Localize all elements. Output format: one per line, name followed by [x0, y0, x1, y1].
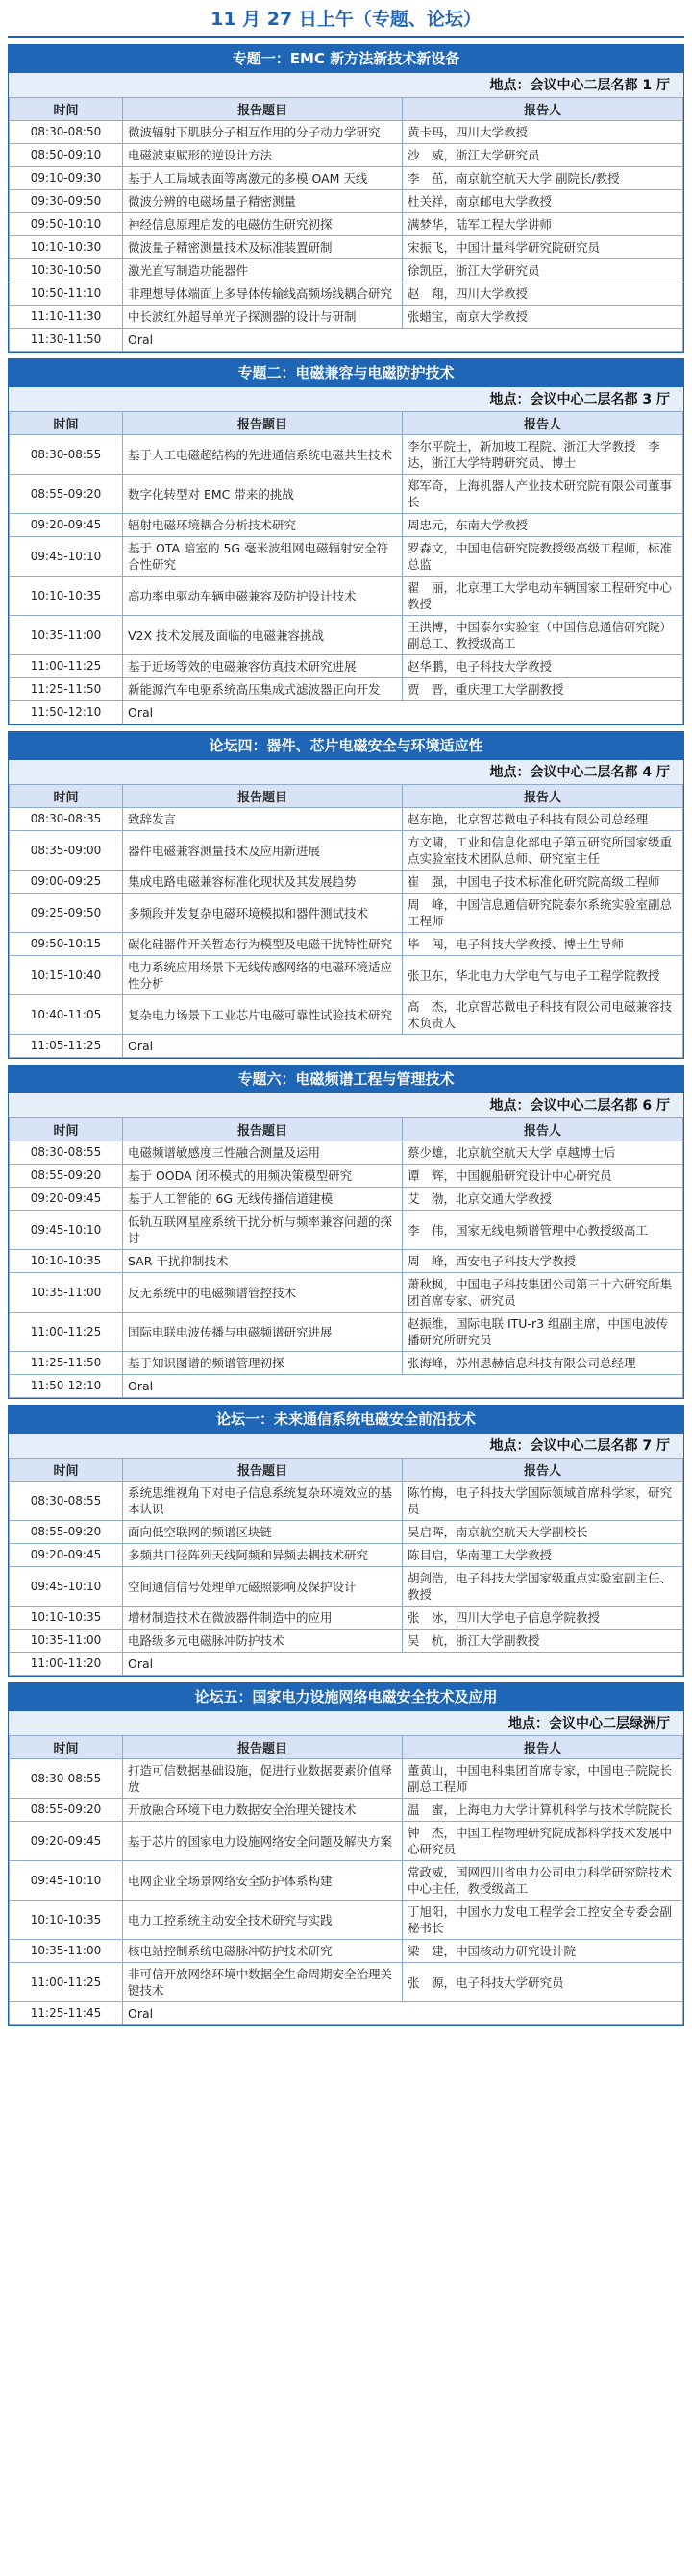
column-header-topic: 报告题目: [123, 412, 403, 435]
time-cell: 08:30-08:55: [10, 1759, 123, 1799]
time-cell: 10:35-11:00: [10, 1940, 123, 1963]
column-header-speaker: 报告人: [403, 1118, 683, 1141]
topic-cell: 核电站控制系统电磁脉冲防护技术研究: [123, 1940, 403, 1963]
time-cell: 08:55-09:20: [10, 1521, 123, 1544]
speaker-cell: 翟 丽，北京理工大学电动车辆国家工程研究中心教授: [403, 577, 683, 616]
session-block: [8, 1682, 684, 2026]
time-cell: 10:15-10:40: [10, 956, 123, 995]
speaker-cell: 赵 翔，四川大学教授: [403, 282, 683, 306]
table-row: [10, 1250, 683, 1273]
topic-cell: 国际电联电波传播与电磁频谱研究进展: [123, 1313, 403, 1352]
topic-cell: 基于人工局域表面等离激元的多模 OAM 天线: [123, 167, 403, 190]
topic-cell: 电路级多元电磁脉冲防护技术: [123, 1630, 403, 1653]
speaker-cell: 王洪博，中国泰尔实验室（中国信息通信研究院）副总工、教授级高工: [403, 616, 683, 655]
table-row: [10, 190, 683, 213]
table-row: [10, 435, 683, 475]
topic-cell: 非可信开放网络环境中数据全生命周期安全治理关键技术: [123, 1963, 403, 2002]
topic-cell: 器件电磁兼容测量技术及应用新进展: [123, 831, 403, 871]
topic-cell: 电磁波束赋形的逆设计方法: [123, 144, 403, 167]
time-cell: 11:00-11:25: [10, 1313, 123, 1352]
table-row: [10, 956, 683, 995]
speaker-cell: 李尔平院士，新加坡工程院、浙江大学教授 李达，浙江大学特聘研究员、博士: [403, 435, 683, 475]
topic-cell: 基于人工智能的 6G 无线传播信道建模: [123, 1188, 403, 1211]
table-header-row: [10, 412, 683, 435]
time-cell: 09:45-10:10: [10, 1211, 123, 1250]
schedule-table: [9, 1458, 683, 1676]
table-row: [10, 1901, 683, 1940]
topic-cell: V2X 技术发展及面临的电磁兼容挑战: [123, 616, 403, 655]
time-cell: 10:10-10:35: [10, 1607, 123, 1630]
topic-cell: 电磁频谱敏感度三性融合测量及运用: [123, 1141, 403, 1165]
column-header-speaker: 报告人: [403, 1736, 683, 1759]
speaker-cell: 蔡少雄，北京航空航天大学 卓越博士后: [403, 1141, 683, 1165]
time-cell: 10:35-11:00: [10, 616, 123, 655]
session-block: [8, 1405, 684, 1677]
time-cell: 11:50-12:10: [10, 701, 123, 724]
column-header-speaker: 报告人: [403, 98, 683, 121]
topic-cell: 基于芯片的国家电力设施网络安全问题及解决方案: [123, 1822, 403, 1861]
time-cell: 11:25-11:50: [10, 678, 123, 701]
session-venue: 地点：会议中心二层绿洲厅: [9, 1710, 683, 1735]
table-row: [10, 1963, 683, 2002]
time-cell: 10:30-10:50: [10, 259, 123, 282]
table-row: [10, 1799, 683, 1822]
oral-cell: Oral: [123, 1653, 683, 1676]
time-cell: 08:30-08:50: [10, 121, 123, 144]
table-row: [10, 475, 683, 514]
table-row: [10, 1544, 683, 1567]
page-title: 11 月 27 日上午（专题、论坛）: [8, 0, 684, 38]
speaker-cell: 张海峰，苏州思赫信息科技有限公司总经理: [403, 1352, 683, 1375]
table-row: [10, 121, 683, 144]
topic-cell: 集成电路电磁兼容标准化现状及其发展趋势: [123, 871, 403, 894]
time-cell: 11:30-11:50: [10, 329, 123, 352]
speaker-cell: 郑军奇，上海机器人产业技术研究院有限公司董事长: [403, 475, 683, 514]
column-header-time: 时间: [10, 1459, 123, 1482]
table-row: [10, 259, 683, 282]
table-row: [10, 282, 683, 306]
table-row: [10, 236, 683, 259]
table-row: [10, 2002, 683, 2025]
table-row: [10, 1211, 683, 1250]
table-row: [10, 1375, 683, 1398]
time-cell: 11:25-11:45: [10, 2002, 123, 2025]
topic-cell: 低轨互联网星座系统干扰分析与频率兼容问题的探讨: [123, 1211, 403, 1250]
time-cell: 09:00-09:25: [10, 871, 123, 894]
column-header-topic: 报告题目: [123, 1459, 403, 1482]
time-cell: 10:10-10:35: [10, 1901, 123, 1940]
oral-cell: Oral: [123, 701, 683, 724]
table-row: [10, 933, 683, 956]
time-cell: 09:45-10:10: [10, 1861, 123, 1901]
session-title: 专题二：电磁兼容与电磁防护技术: [9, 359, 683, 386]
topic-cell: 复杂电力场景下工业芯片电磁可靠性试验技术研究: [123, 995, 403, 1035]
session-title: 论坛四：器件、芯片电磁安全与环境适应性: [9, 732, 683, 759]
topic-cell: 多频共口径阵列天线阿频和异频去耦技术研究: [123, 1544, 403, 1567]
table-row: [10, 1188, 683, 1211]
speaker-cell: 赵华鹏，电子科技大学教授: [403, 655, 683, 678]
column-header-time: 时间: [10, 1118, 123, 1141]
table-row: [10, 1273, 683, 1313]
time-cell: 09:25-09:50: [10, 894, 123, 933]
topic-cell: 基于人工电磁超结构的先进通信系统电磁共生技术: [123, 435, 403, 475]
time-cell: 09:50-10:10: [10, 213, 123, 236]
speaker-cell: 宋振飞，中国计量科学研究院研究员: [403, 236, 683, 259]
speaker-cell: 丁旭阳，中国水力发电工程学会工控安全专委会副秘书长: [403, 1901, 683, 1940]
time-cell: 11:05-11:25: [10, 1035, 123, 1058]
table-row: [10, 655, 683, 678]
speaker-cell: 周 峰，西安电子科技大学教授: [403, 1250, 683, 1273]
topic-cell: 空间通信信号处理单元磁照影响及保护设计: [123, 1567, 403, 1607]
table-row: [10, 514, 683, 537]
table-row: [10, 306, 683, 329]
topic-cell: 基于知识图谱的频谱管理初探: [123, 1352, 403, 1375]
time-cell: 08:30-08:55: [10, 1141, 123, 1165]
oral-cell: Oral: [123, 1375, 683, 1398]
time-cell: 09:45-10:10: [10, 537, 123, 577]
speaker-cell: 李 伟，国家无线电频谱管理中心教授级高工: [403, 1211, 683, 1250]
speaker-cell: 崔 强，中国电子技术标准化研究院高级工程师: [403, 871, 683, 894]
table-row: [10, 1482, 683, 1521]
topic-cell: 新能源汽车电驱系统高压集成式滤波器正向开发: [123, 678, 403, 701]
topic-cell: 基于 OTA 暗室的 5G 毫米波组网电磁辐射安全符合性研究: [123, 537, 403, 577]
speaker-cell: 张 冰，四川大学电子信息学院教授: [403, 1607, 683, 1630]
topic-cell: 面向低空联网的频谱区块链: [123, 1521, 403, 1544]
topic-cell: 微波分辨的电磁场量子精密测量: [123, 190, 403, 213]
time-cell: 11:10-11:30: [10, 306, 123, 329]
topic-cell: 数字化转型对 EMC 带来的挑战: [123, 475, 403, 514]
time-cell: 11:00-11:25: [10, 655, 123, 678]
speaker-cell: 谭 辉，中国舰船研究设计中心研究员: [403, 1165, 683, 1188]
table-header-row: [10, 1459, 683, 1482]
table-row: [10, 1822, 683, 1861]
speaker-cell: 方文啸，工业和信息化部电子第五研究所国家级重点实验室技术团队总师、研究室主任: [403, 831, 683, 871]
table-row: [10, 831, 683, 871]
table-row: [10, 1567, 683, 1607]
time-cell: 11:00-11:25: [10, 1963, 123, 2002]
time-cell: 10:10-10:30: [10, 236, 123, 259]
table-row: [10, 1035, 683, 1058]
topic-cell: 基于 OODA 闭环模式的用频决策模型研究: [123, 1165, 403, 1188]
table-row: [10, 1352, 683, 1375]
speaker-cell: 罗森文，中国电信研究院教授级高级工程师，标准总监: [403, 537, 683, 577]
column-header-speaker: 报告人: [403, 1459, 683, 1482]
table-row: [10, 537, 683, 577]
topic-cell: 碳化硅器件开关暂态行为模型及电磁干扰特性研究: [123, 933, 403, 956]
table-row: [10, 701, 683, 724]
table-row: [10, 678, 683, 701]
time-cell: 11:50-12:10: [10, 1375, 123, 1398]
speaker-cell: 周忠元，东南大学教授: [403, 514, 683, 537]
speaker-cell: 常政威，国网四川省电力公司电力科学研究院技术中心主任，教授级高工: [403, 1861, 683, 1901]
table-row: [10, 1165, 683, 1188]
speaker-cell: 张卫东，华北电力大学电气与电子工程学院教授: [403, 956, 683, 995]
speaker-cell: 沙 威，浙江大学研究员: [403, 144, 683, 167]
speaker-cell: 陈竹梅，电子科技大学国际领域首席科学家，研究员: [403, 1482, 683, 1521]
time-cell: 08:35-09:00: [10, 831, 123, 871]
oral-cell: Oral: [123, 2002, 683, 2025]
topic-cell: 非理想导体端面上多导体传输线高频场线耦合研究: [123, 282, 403, 306]
speaker-cell: 钟 杰，中国工程物理研究院成都科学技术发展中心研究员: [403, 1822, 683, 1861]
time-cell: 10:35-11:00: [10, 1630, 123, 1653]
topic-cell: 反无系统中的电磁频谱管控技术: [123, 1273, 403, 1313]
topic-cell: 电网企业全场景网络安全防护体系构建: [123, 1861, 403, 1901]
session-venue: 地点：会议中心二层名都 4 厅: [9, 759, 683, 784]
topic-cell: 打造可信数据基础设施，促进行业数据要素价值释放: [123, 1759, 403, 1799]
time-cell: 09:50-10:15: [10, 933, 123, 956]
table-row: [10, 894, 683, 933]
speaker-cell: 李 茁，南京航空航天大学 副院长/教授: [403, 167, 683, 190]
column-header-topic: 报告题目: [123, 1118, 403, 1141]
column-header-time: 时间: [10, 412, 123, 435]
column-header-topic: 报告题目: [123, 785, 403, 808]
oral-cell: Oral: [123, 329, 683, 352]
session-venue: 地点：会议中心二层名都 7 厅: [9, 1433, 683, 1458]
time-cell: 10:35-11:00: [10, 1273, 123, 1313]
time-cell: 11:00-11:20: [10, 1653, 123, 1676]
table-header-row: [10, 98, 683, 121]
topic-cell: 电力工控系统主动安全技术研究与实践: [123, 1901, 403, 1940]
table-row: [10, 577, 683, 616]
topic-cell: 致辞发言: [123, 808, 403, 831]
time-cell: 10:50-11:10: [10, 282, 123, 306]
schedule-table: [9, 1735, 683, 2025]
topic-cell: 辐射电磁环境耦合分析技术研究: [123, 514, 403, 537]
time-cell: 10:40-11:05: [10, 995, 123, 1035]
time-cell: 08:30-08:55: [10, 435, 123, 475]
column-header-topic: 报告题目: [123, 98, 403, 121]
table-row: [10, 616, 683, 655]
topic-cell: 增材制造技术在微波器件制造中的应用: [123, 1607, 403, 1630]
session-title: 论坛五：国家电力设施网络电磁安全技术及应用: [9, 1683, 683, 1710]
column-header-speaker: 报告人: [403, 412, 683, 435]
time-cell: 08:30-08:35: [10, 808, 123, 831]
speaker-cell: 贾 晋，重庆理工大学副教授: [403, 678, 683, 701]
table-header-row: [10, 1118, 683, 1141]
table-row: [10, 1653, 683, 1676]
topic-cell: 基于近场等效的电磁兼容仿真技术研究进展: [123, 655, 403, 678]
table-row: [10, 144, 683, 167]
speaker-cell: 杜关祥，南京邮电大学教授: [403, 190, 683, 213]
speaker-cell: 吴启晖，南京航空航天大学副校长: [403, 1521, 683, 1544]
time-cell: 09:20-09:45: [10, 1188, 123, 1211]
session-venue: 地点：会议中心二层名都 6 厅: [9, 1092, 683, 1117]
time-cell: 08:50-09:10: [10, 144, 123, 167]
time-cell: 09:20-09:45: [10, 514, 123, 537]
table-row: [10, 167, 683, 190]
topic-cell: 电力系统应用场景下无线传感网络的电磁环境适应性分析: [123, 956, 403, 995]
time-cell: 09:30-09:50: [10, 190, 123, 213]
schedule-table: [9, 784, 683, 1058]
column-header-speaker: 报告人: [403, 785, 683, 808]
time-cell: 09:10-09:30: [10, 167, 123, 190]
speaker-cell: 张 源，电子科技大学研究员: [403, 1963, 683, 2002]
speaker-cell: 毕 闯，电子科技大学教授、博士生导师: [403, 933, 683, 956]
table-row: [10, 871, 683, 894]
time-cell: 10:10-10:35: [10, 1250, 123, 1273]
session-title: 专题一：EMC 新方法新技术新设备: [9, 45, 683, 72]
speaker-cell: 张蜡宝，南京大学教授: [403, 306, 683, 329]
table-row: [10, 1607, 683, 1630]
column-header-topic: 报告题目: [123, 1736, 403, 1759]
table-header-row: [10, 785, 683, 808]
column-header-time: 时间: [10, 785, 123, 808]
topic-cell: 微波辐射下肌肤分子相互作用的分子动力学研究: [123, 121, 403, 144]
topic-cell: 神经信息原理启发的电磁仿生研究初探: [123, 213, 403, 236]
topic-cell: 激光直写制造功能器件: [123, 259, 403, 282]
table-row: [10, 1521, 683, 1544]
speaker-cell: 徐凯臣，浙江大学研究员: [403, 259, 683, 282]
session-block: [8, 44, 684, 353]
speaker-cell: 满梦华，陆军工程大学讲师: [403, 213, 683, 236]
speaker-cell: 梁 建，中国核动力研究设计院: [403, 1940, 683, 1963]
table-row: [10, 808, 683, 831]
time-cell: 09:20-09:45: [10, 1544, 123, 1567]
column-header-time: 时间: [10, 98, 123, 121]
topic-cell: 开放融合环境下电力数据安全治理关键技术: [123, 1799, 403, 1822]
speaker-cell: 艾 渤，北京交通大学教授: [403, 1188, 683, 1211]
topic-cell: SAR 干扰抑制技术: [123, 1250, 403, 1273]
table-row: [10, 995, 683, 1035]
speaker-cell: 吴 杭，浙江大学副教授: [403, 1630, 683, 1653]
session-title: 论坛一：未来通信系统电磁安全前沿技术: [9, 1406, 683, 1433]
schedule-table: [9, 411, 683, 724]
speaker-cell: 周 峰，中国信息通信研究院泰尔系统实验室副总工程师: [403, 894, 683, 933]
session-title: 专题六：电磁频谱工程与管理技术: [9, 1066, 683, 1092]
table-row: [10, 1313, 683, 1352]
topic-cell: 微波量子精密测量技术及标准装置研制: [123, 236, 403, 259]
time-cell: 09:20-09:45: [10, 1822, 123, 1861]
time-cell: 08:30-08:55: [10, 1482, 123, 1521]
speaker-cell: 温 蜜，上海电力大学计算机科学与技术学院院长: [403, 1799, 683, 1822]
speaker-cell: 董黄山，中国电科集团首席专家，中国电子院院长副总工程师: [403, 1759, 683, 1799]
speaker-cell: 高 杰，北京智芯微电子科技有限公司电磁兼容技术负责人: [403, 995, 683, 1035]
column-header-time: 时间: [10, 1736, 123, 1759]
schedule-table: [9, 1117, 683, 1398]
session-block: [8, 1065, 684, 1399]
topic-cell: 高功率电驱动车辆电磁兼容及防护设计技术: [123, 577, 403, 616]
table-row: [10, 1861, 683, 1901]
speaker-cell: 萧秋枫，中国电子科技集团公司第三十六研究所集团首席专家、研究员: [403, 1273, 683, 1313]
sessions-container: [0, 44, 692, 2040]
table-row: [10, 329, 683, 352]
topic-cell: 多频段并发复杂电磁环境模拟和器件测试技术: [123, 894, 403, 933]
table-row: [10, 1759, 683, 1799]
speaker-cell: 陈目启，华南理工大学教授: [403, 1544, 683, 1567]
time-cell: 08:55-09:20: [10, 475, 123, 514]
table-row: [10, 1141, 683, 1165]
time-cell: 09:45-10:10: [10, 1567, 123, 1607]
session-venue: 地点：会议中心二层名都 1 厅: [9, 72, 683, 97]
topic-cell: 系统思维视角下对电子信息系统复杂环境效应的基本认识: [123, 1482, 403, 1521]
topic-cell: 中长波红外超导单光子探测器的设计与研制: [123, 306, 403, 329]
speaker-cell: 赵东艳，北京智芯微电子科技有限公司总经理: [403, 808, 683, 831]
table-row: [10, 213, 683, 236]
session-venue: 地点：会议中心二层名都 3 厅: [9, 386, 683, 411]
table-header-row: [10, 1736, 683, 1759]
speaker-cell: 黄卡玛，四川大学教授: [403, 121, 683, 144]
schedule-table: [9, 97, 683, 352]
time-cell: 10:10-10:35: [10, 577, 123, 616]
time-cell: 11:25-11:50: [10, 1352, 123, 1375]
time-cell: 08:55-09:20: [10, 1799, 123, 1822]
table-row: [10, 1630, 683, 1653]
table-row: [10, 1940, 683, 1963]
session-block: [8, 731, 684, 1059]
oral-cell: Oral: [123, 1035, 683, 1058]
time-cell: 08:55-09:20: [10, 1165, 123, 1188]
speaker-cell: 赵振维，国际电联 ITU-r3 组副主席，中国电波传播研究所研究员: [403, 1313, 683, 1352]
session-block: [8, 358, 684, 725]
speaker-cell: 胡剑浩，电子科技大学国家级重点实验室副主任、教授: [403, 1567, 683, 1607]
